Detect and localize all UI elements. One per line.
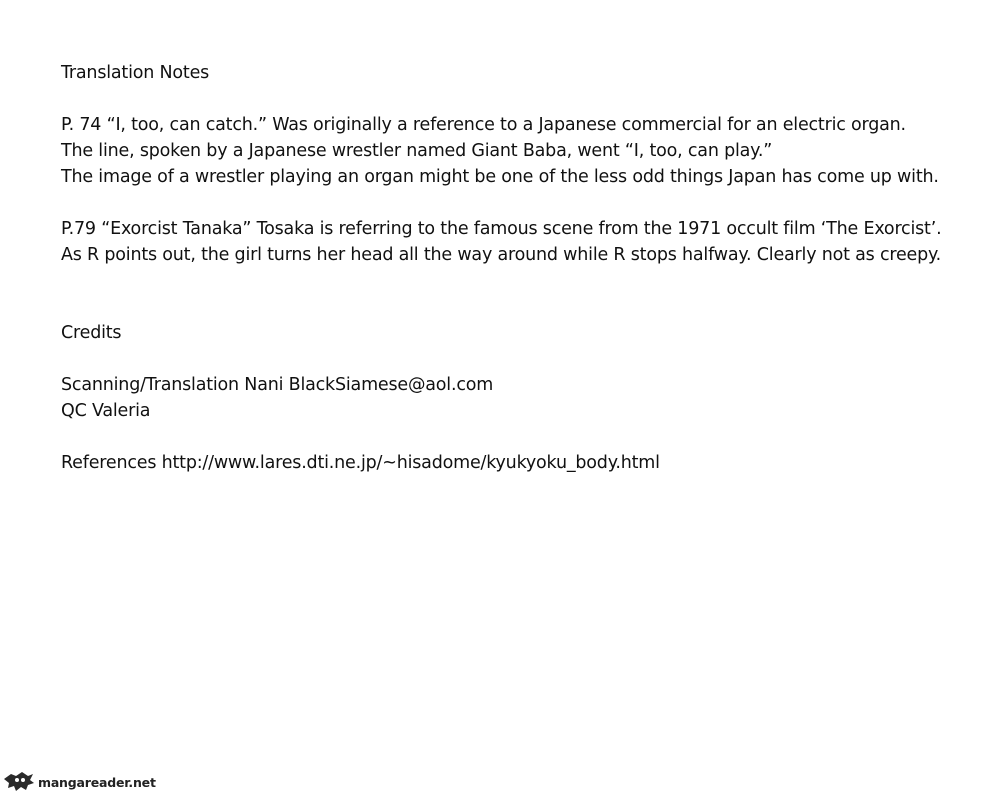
note-p74-line-1: P. 74 “I, too, can catch.” Was originally a reference to a Japanese commercial for an electric organ. — [61, 115, 906, 135]
site-watermark — [2, 766, 156, 794]
notes-text-block — [61, 60, 991, 476]
translation-notes-heading: Translation Notes — [61, 63, 210, 83]
mascot-logo-icon — [2, 767, 36, 793]
credits-heading: Credits — [61, 323, 122, 343]
references-line: References http://www.lares.dti.ne.jp/~hisadome/kyukyoku_body.html — [61, 453, 660, 473]
note-p79-line-1: P.79 “Exorcist Tanaka” Tosaka is referring to the famous scene from the 1971 occult film ‘The Exorcist’. — [61, 219, 942, 239]
watermark-text: mangareader.net — [38, 774, 156, 790]
credit-qc: QC Valeria — [61, 401, 151, 421]
note-p74-line-3: The image of a wrestler playing an organ might be one of the less odd things Japan has come up with. — [61, 167, 939, 187]
credit-scanning-translation: Scanning/Translation Nani BlackSiamese@aol.com — [61, 375, 494, 395]
note-p79-line-2: As R points out, the girl turns her head all the way around while R stops halfway. Clearly not as creepy. — [61, 245, 942, 265]
note-p74-line-2: The line, spoken by a Japanese wrestler named Giant Baba, went “I, too, can play.” — [61, 141, 773, 161]
